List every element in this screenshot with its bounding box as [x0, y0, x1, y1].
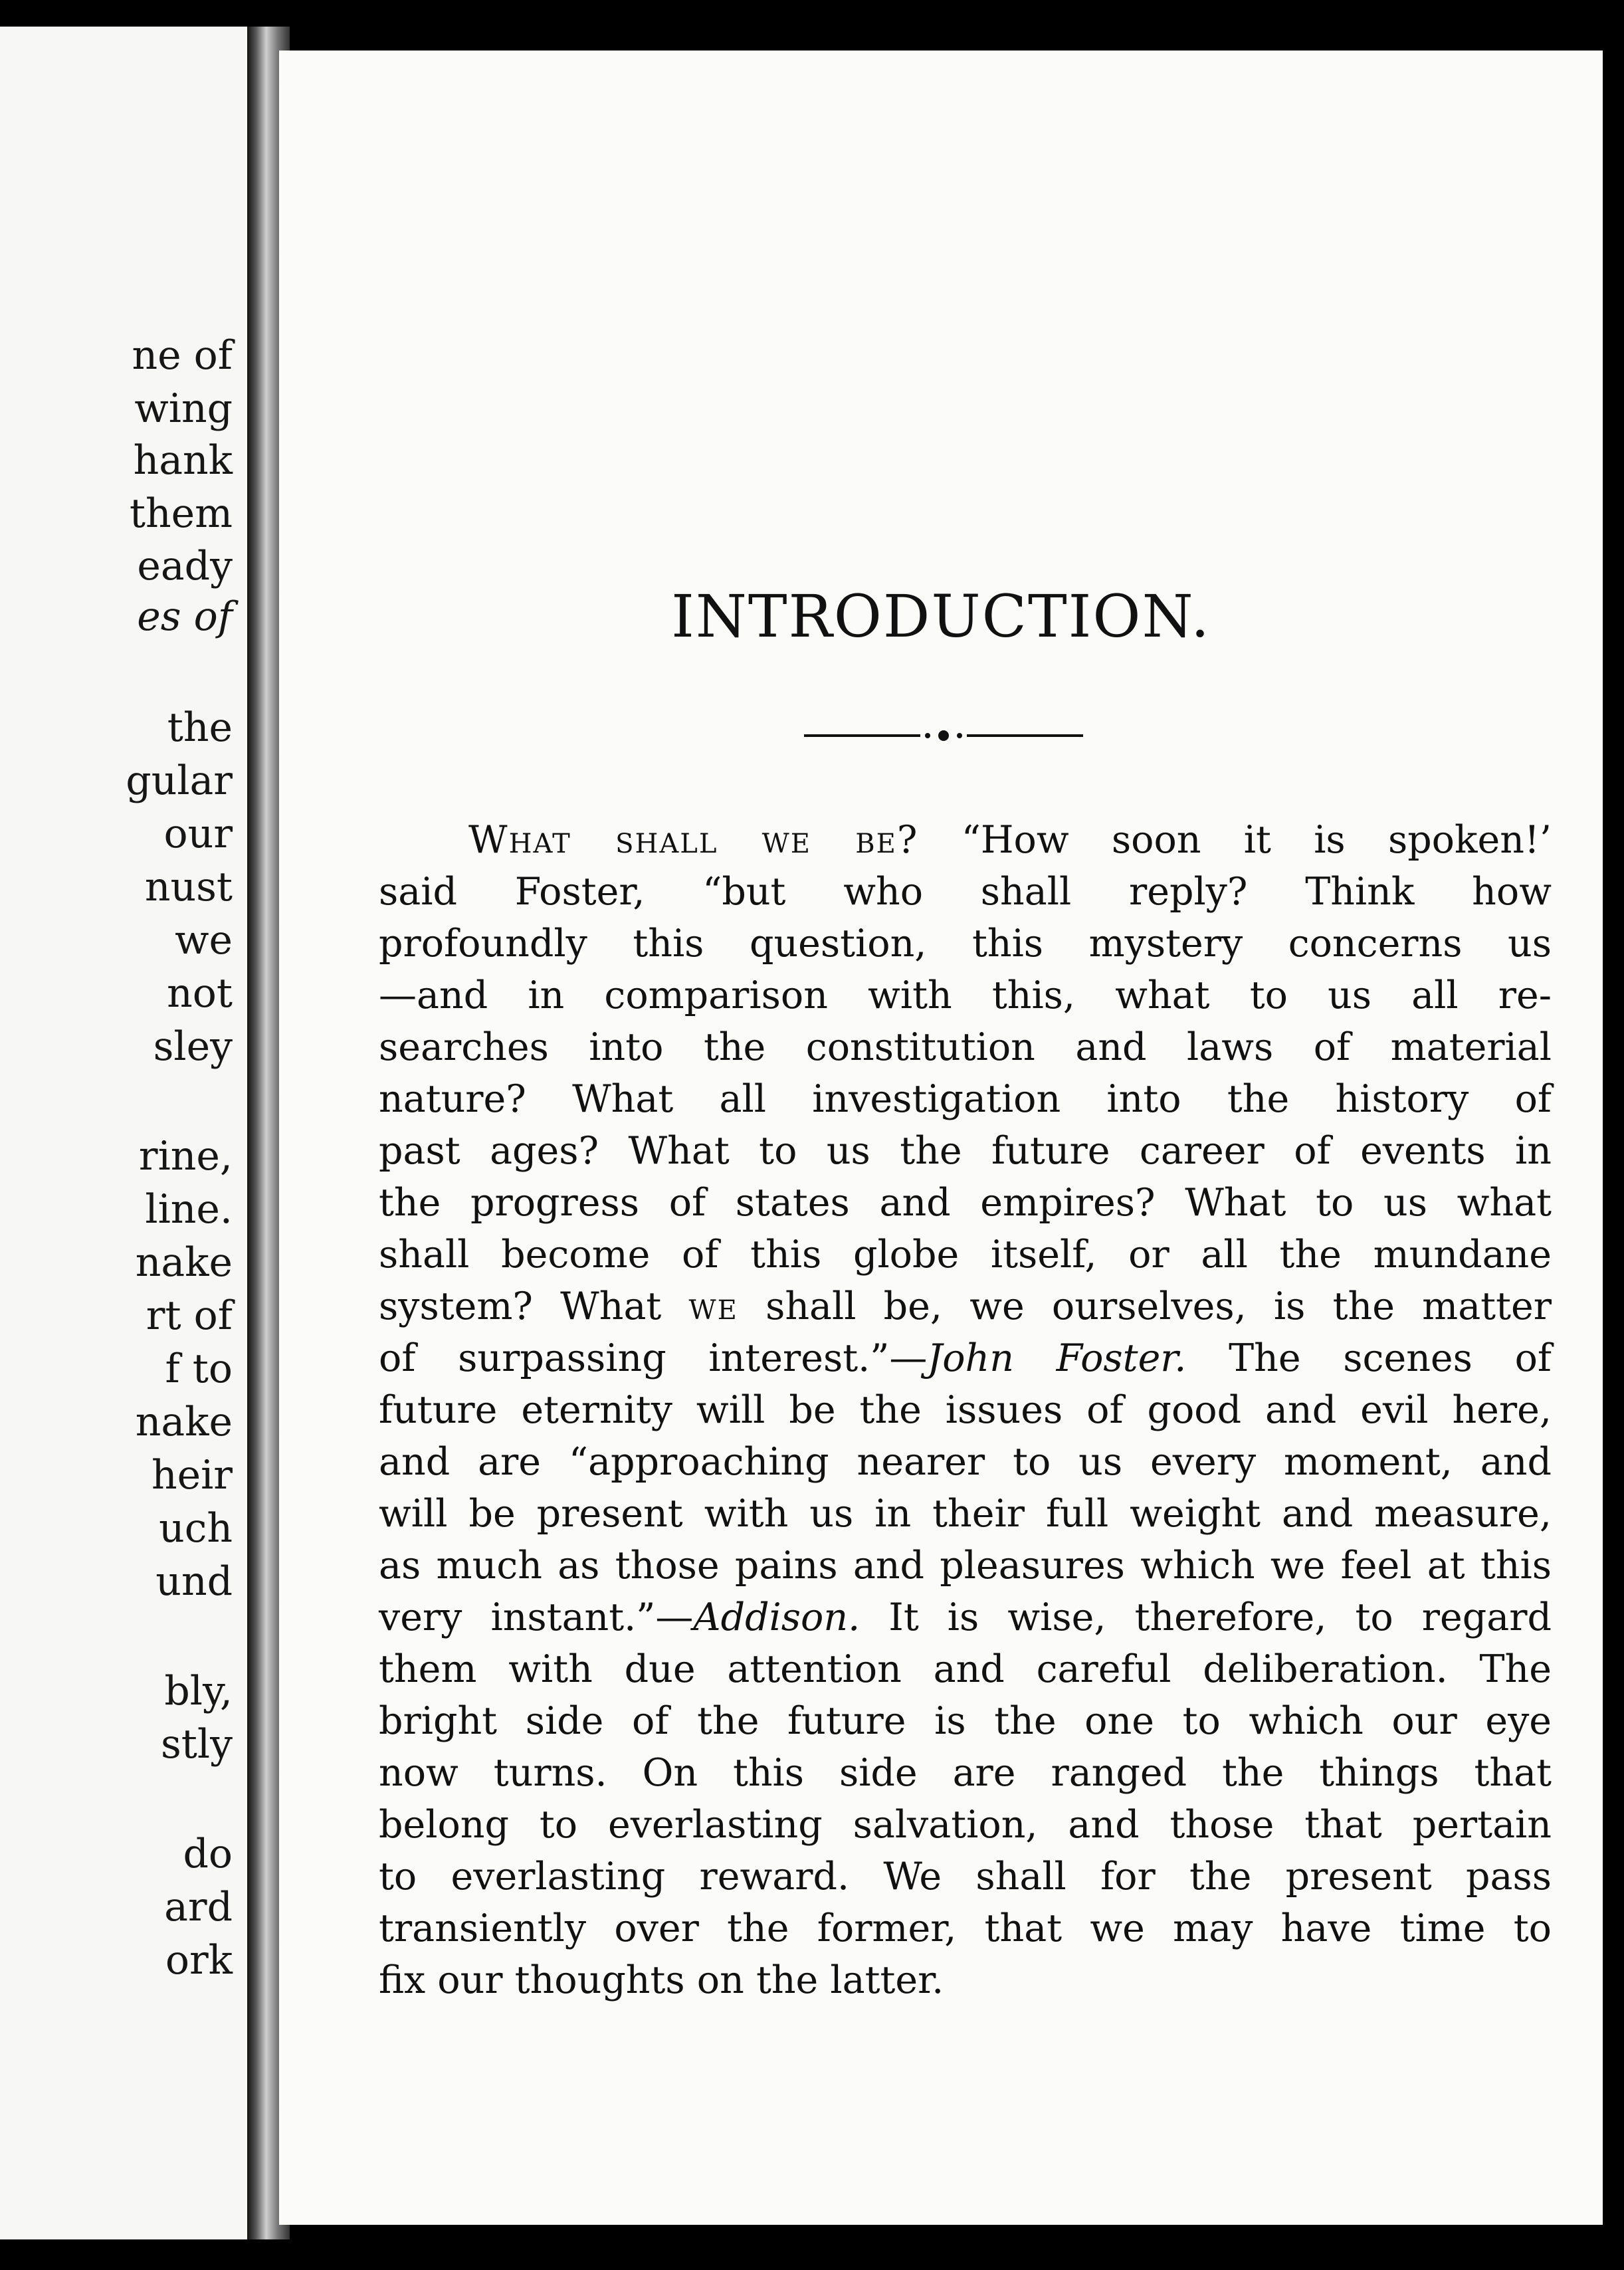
- left-page-line: the: [167, 704, 233, 751]
- left-page-line: we: [175, 917, 233, 964]
- paragraph-line: them with due attention and careful deliberation. The: [379, 1647, 1552, 1691]
- left-page-line: ork: [165, 1937, 233, 1984]
- paragraph-line: as much as those pains and pleasures which we feel at this: [379, 1544, 1552, 1588]
- left-page-line: rt of: [146, 1292, 233, 1339]
- left-page-line: f to: [165, 1346, 233, 1392]
- left-page-fragment: [0, 27, 247, 2239]
- paragraph-line: nature? What all investigation into the history of: [379, 1077, 1552, 1121]
- left-page-line: stly: [161, 1721, 233, 1768]
- left-page-line: und: [155, 1558, 233, 1605]
- left-page-line: them: [129, 490, 233, 537]
- left-page-line: gular: [126, 758, 233, 804]
- left-page-line: not: [167, 970, 233, 1017]
- left-page-line: bly,: [164, 1668, 233, 1714]
- chapter-title: INTRODUCTION.: [671, 582, 1211, 651]
- paragraph-line: will be present with us in their full weight and measure,: [379, 1492, 1552, 1536]
- paragraph-line: profoundly this question, this mystery concerns us: [379, 922, 1552, 966]
- left-page-line: do: [183, 1831, 233, 1877]
- left-page-line: uch: [159, 1505, 233, 1552]
- left-page-line: ne of: [132, 332, 233, 379]
- emphasis-we: we: [688, 1285, 738, 1328]
- left-page-line: ard: [164, 1884, 233, 1930]
- title-ornament-rule: [804, 728, 1083, 743]
- paragraph-line: bright side of the future is the one to which our eye: [379, 1699, 1552, 1743]
- paragraph-line: fix our thoughts on the latter.: [379, 1958, 944, 2002]
- left-page-line: sley: [153, 1023, 233, 1070]
- paragraph-line: past ages? What to us the future career of events in: [379, 1129, 1552, 1173]
- right-page: [279, 51, 1603, 2225]
- left-page-line: our: [163, 811, 233, 857]
- left-page-line: rine,: [138, 1133, 233, 1180]
- paragraph-line: —and in comparison with this, what to us all re-: [379, 974, 1552, 1017]
- paragraph-line: future eternity will be the issues of good and evil here,: [379, 1388, 1552, 1432]
- left-page-line: wing: [134, 385, 233, 432]
- paragraph-line: system? What we shall be, we ourselves, is the matter: [379, 1285, 1552, 1328]
- paragraph-line: said Foster, “but who shall reply? Think how: [379, 870, 1552, 914]
- paragraph-line: now turns. On this side are ranged the things that: [379, 1751, 1552, 1795]
- paragraph-line: the progress of states and empires? What to us what: [379, 1181, 1552, 1225]
- left-page-line: heir: [151, 1452, 233, 1498]
- left-page-line: nake: [135, 1399, 233, 1445]
- paragraph-line: shall become of this globe itself, or all the mundane: [379, 1233, 1552, 1277]
- left-page-line: eady: [137, 543, 233, 589]
- paragraph-line: What shall we be? “How soon it is spoken!’: [468, 818, 1552, 862]
- paragraph-line: searches into the constitution and laws of material: [379, 1025, 1552, 1069]
- paragraph-line: of surpassing interest.”—John Foster. The scenes of: [379, 1336, 1552, 1380]
- opening-small-caps: What shall we be?: [468, 818, 919, 862]
- paragraph-line: belong to everlasting salvation, and those that pertain: [379, 1803, 1552, 1847]
- left-page-line: nake: [135, 1239, 233, 1286]
- left-page-line: nust: [144, 864, 233, 910]
- author-citation: Addison.: [693, 1596, 861, 1639]
- paragraph-line: transiently over the former, that we may have time to: [379, 1907, 1552, 1950]
- paragraph-line: very instant.”—Addison. It is wise, therefore, to regard: [379, 1596, 1552, 1639]
- paragraph-line: and are “approaching nearer to us every moment, and: [379, 1440, 1552, 1484]
- author-citation: John Foster.: [927, 1336, 1187, 1380]
- left-page-line: hank: [133, 437, 233, 484]
- paragraph-line: to everlasting reward. We shall for the present pass: [379, 1855, 1552, 1899]
- left-page-line: es of: [137, 593, 233, 640]
- left-page-line: line.: [145, 1186, 233, 1233]
